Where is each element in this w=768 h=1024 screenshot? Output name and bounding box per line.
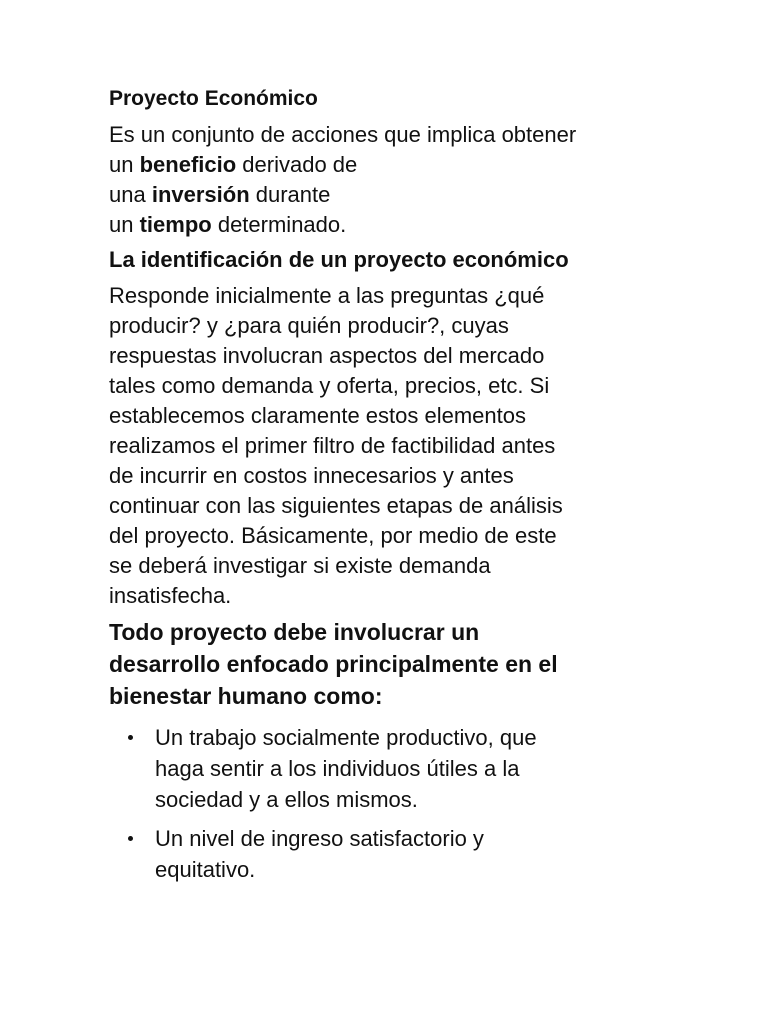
section-heading-identificacion: La identificación de un proyecto económico	[109, 247, 569, 272]
bullet-icon	[128, 836, 133, 841]
body-line: del proyecto. Básicamente, por medio de este	[109, 523, 557, 548]
definition-line: un beneficio derivado de	[109, 152, 358, 177]
identificacion-paragraph	[109, 281, 709, 611]
list-item	[109, 722, 709, 815]
body-line: establecemos claramente estos elementos	[109, 403, 526, 428]
keyword-inversion: inversión	[151, 182, 250, 207]
list-line: Un nivel de ingreso satisfactorio y	[155, 826, 484, 851]
document-page	[109, 84, 709, 893]
document-title: Proyecto Económico	[109, 87, 318, 110]
heading-line: bienestar humano como:	[109, 683, 383, 709]
bullet-icon	[128, 735, 133, 740]
definition-line: un tiempo determinado.	[109, 212, 347, 237]
keyword-tiempo: tiempo	[139, 212, 212, 237]
body-line: se deberá investigar si existe demanda	[109, 553, 491, 578]
bienestar-list	[109, 722, 709, 885]
body-line: producir? y ¿para quién producir?, cuyas	[109, 313, 509, 338]
definition-line: una inversión durante	[109, 182, 331, 207]
body-line: insatisfecha.	[109, 583, 232, 608]
definition-paragraph	[109, 120, 709, 240]
body-line: de incurrir en costos innecesarios y antes	[109, 463, 514, 488]
body-line: Responde inicialmente a las preguntas ¿qué	[109, 283, 545, 308]
body-line: tales como demanda y oferta, precios, etc. Si	[109, 373, 550, 398]
list-item	[109, 823, 709, 885]
list-line: sociedad y a ellos mismos.	[155, 787, 418, 812]
body-line: continuar con las siguientes etapas de análisis	[109, 493, 563, 518]
definition-line: Es un conjunto de acciones que implica obtener	[109, 122, 577, 147]
body-line: realizamos el primer filtro de factibilidad antes	[109, 433, 556, 458]
body-line: respuestas involucran aspectos del mercado	[109, 343, 545, 368]
section-heading-bienestar	[109, 616, 709, 712]
heading-line: desarrollo enfocado principalmente en el	[109, 651, 558, 677]
list-line: haga sentir a los individuos útiles a la	[155, 756, 520, 781]
list-line: equitativo.	[155, 857, 256, 882]
keyword-beneficio: beneficio	[139, 152, 237, 177]
list-line: Un trabajo socialmente productivo, que	[155, 725, 537, 750]
heading-line: Todo proyecto debe involucrar un	[109, 619, 480, 645]
